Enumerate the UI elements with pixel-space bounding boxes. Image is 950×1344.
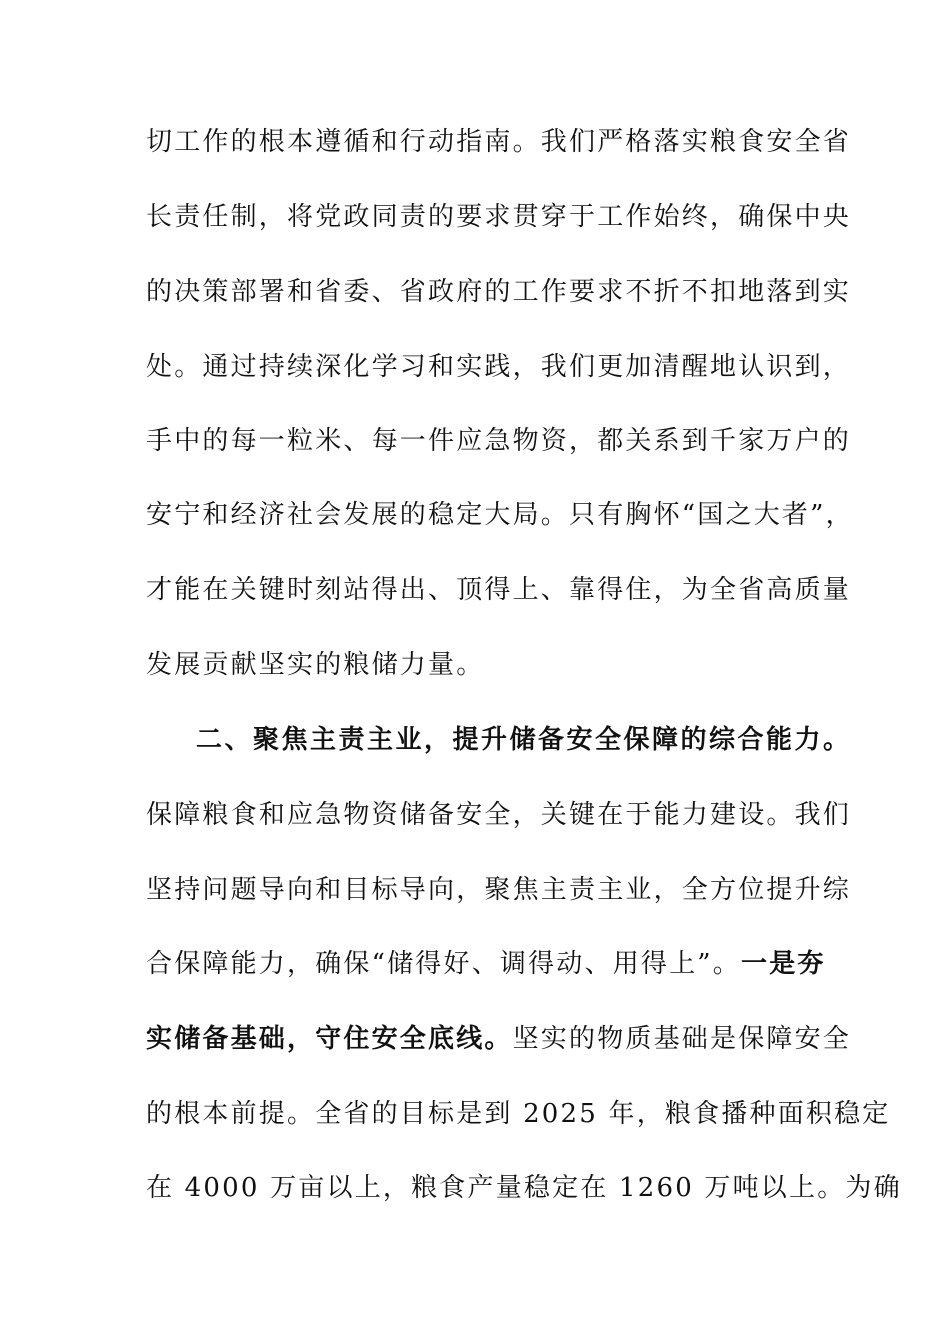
paragraph-line: 发展贡献坚实的粮储力量。 [146, 650, 485, 680]
paragraph-line-mixed [146, 1021, 852, 1057]
paragraph-line: 坚持问题导向和目标导向，聚焦主责主业，全方位提升综 [146, 875, 852, 905]
bold-text: 一是夯 [741, 949, 826, 979]
normal-text: 合保障能力，确保“储得好、调得动、用得上”。 [146, 949, 741, 979]
paragraph-line: 长责任制，将党政同责的要求贯穿于工作始终，确保中央 [146, 202, 852, 232]
paragraph-line: 处。通过持续深化学习和实践，我们更加清醒地认识到， [146, 352, 852, 382]
section-heading: 二、聚焦主责主业，提升储备安全保障的综合能力。 [196, 725, 852, 755]
normal-text: 坚实的物质基础是保障安全 [512, 1024, 852, 1054]
paragraph-line: 切工作的根本遵循和行动指南。我们严格落实粮食安全省 [146, 127, 852, 157]
paragraph-line: 安宁和经济社会发展的稳定大局。只有胸怀“国之大者”， [146, 500, 854, 530]
paragraph-line: 在 4000 万亩以上，粮食产量稳定在 1260 万吨以上。为确 [146, 1173, 902, 1203]
paragraph-line: 保障粮食和应急物资储备安全，关键在于能力建设。我们 [146, 800, 852, 830]
paragraph-line: 的决策部署和省委、省政府的工作要求不折不扣地落到实 [146, 277, 852, 307]
paragraph-line: 手中的每一粒米、每一件应急物资，都关系到千家万户的 [146, 426, 852, 456]
bold-text: 实储备基础，守住安全底线。 [146, 1024, 513, 1054]
paragraph-line: 的根本前提。全省的目标是到 2025 年，粮食播种面积稳定 [146, 1099, 891, 1129]
paragraph-line-mixed [146, 946, 826, 982]
paragraph-line: 才能在关键时刻站得出、顶得上、靠得住，为全省高质量 [146, 575, 852, 605]
